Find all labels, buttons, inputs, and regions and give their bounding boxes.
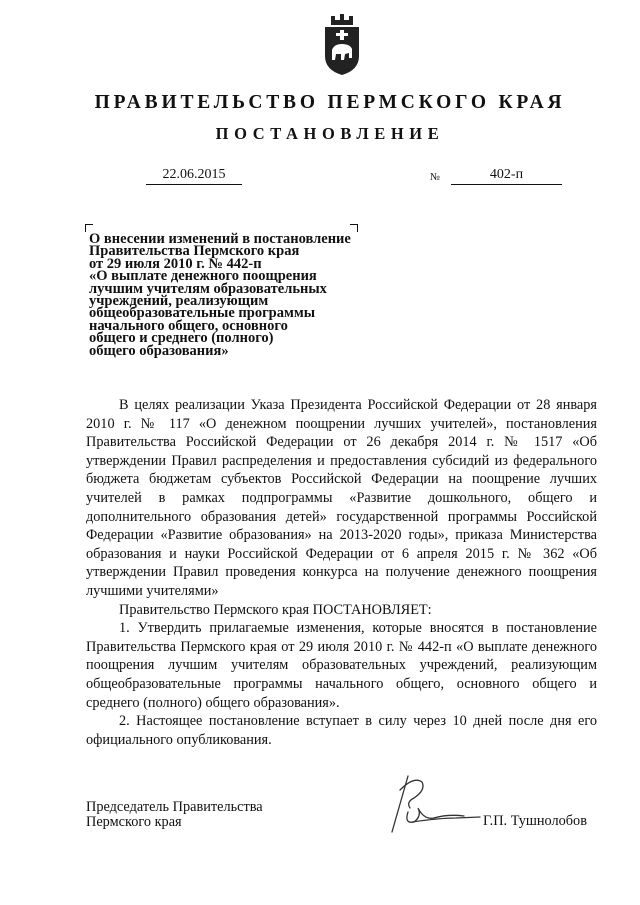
signatory-position [86, 800, 263, 829]
handwritten-signature-icon [378, 772, 498, 836]
clause-1-paragraph: 1. Утвердить прилагаемые изменения, которые вносятся в постановление Правительства Пермского края от 29 июля 2010 г. № 442-п «О выплате денежного поощрения лучшим учителям образовательных учреждений, реализующим общеобразовательные программы начального общего, основного общего и среднего (полного) общего образования». [86, 620, 597, 711]
signatory-name: Г.П. Тушнолобов [483, 813, 587, 829]
subject-line: О внесении изменений в постановление [89, 231, 351, 247]
clause-2-paragraph: 2. Настоящее постановление вступает в силу через 10 дней после дня его официального опубликования. [86, 713, 597, 748]
subject-corner-mark-right [350, 224, 358, 232]
preamble-paragraph: В целях реализации Указа Президента Российской Федерации от 28 января 2010 г. № 117 «О денежном поощрении лучших учителей», постановления Правительства Российской Федерации от 26 декабря 2014 г. № 1517 «Об утверждении Правил распределения и предоставления субсидий из федерального бюджета бюджетам субъектов Российской Федерации на поощрение лучших учителей в рамках подпрограммы «Развитие дошкольного, общего и дополнительного образования детей» государственной программы Российской Федерации «Развитие образования» на 2013-2020 годы», приказа Министерства образования и науки Российской Федерации от 6 апреля 2015 г. № 362 «Об утверждении Правил проведения конкурса на получение денежного поощрения лучшими учителями» [86, 397, 597, 599]
number-sign: № [430, 172, 441, 183]
document-type: ПОСТАНОВЛЕНИЕ [215, 124, 445, 143]
document-number: 402-п [451, 166, 562, 185]
document-subject [89, 233, 379, 357]
position-line: Пермского края [86, 813, 182, 830]
subject-line: лучшим учителям образовательных [89, 280, 327, 297]
coat-of-arms-icon [322, 14, 362, 76]
subject-line: начального общего, основного [89, 317, 288, 334]
subject-line: общего образования» [89, 342, 229, 359]
subject-line: общего и среднего (полного) [89, 330, 274, 347]
document-body [86, 396, 597, 749]
resolution-paragraph: Правительство Пермского края ПОСТАНОВЛЯЕТ: [119, 601, 432, 618]
subject-line: учреждений, реализующим [89, 293, 269, 310]
subject-line: Правительства Пермского края [89, 243, 300, 260]
document-date: 22.06.2015 [146, 166, 242, 185]
subject-line: от 29 июля 2010 г. № 442-п [89, 255, 262, 272]
subject-line: общеобразовательные программы [89, 305, 316, 322]
subject-line: «О выплате денежного поощрения [89, 268, 317, 285]
position-line: Председатель Правительства [86, 799, 263, 815]
government-title: ПРАВИТЕЛЬСТВО ПЕРМСКОГО КРАЯ [94, 92, 566, 113]
